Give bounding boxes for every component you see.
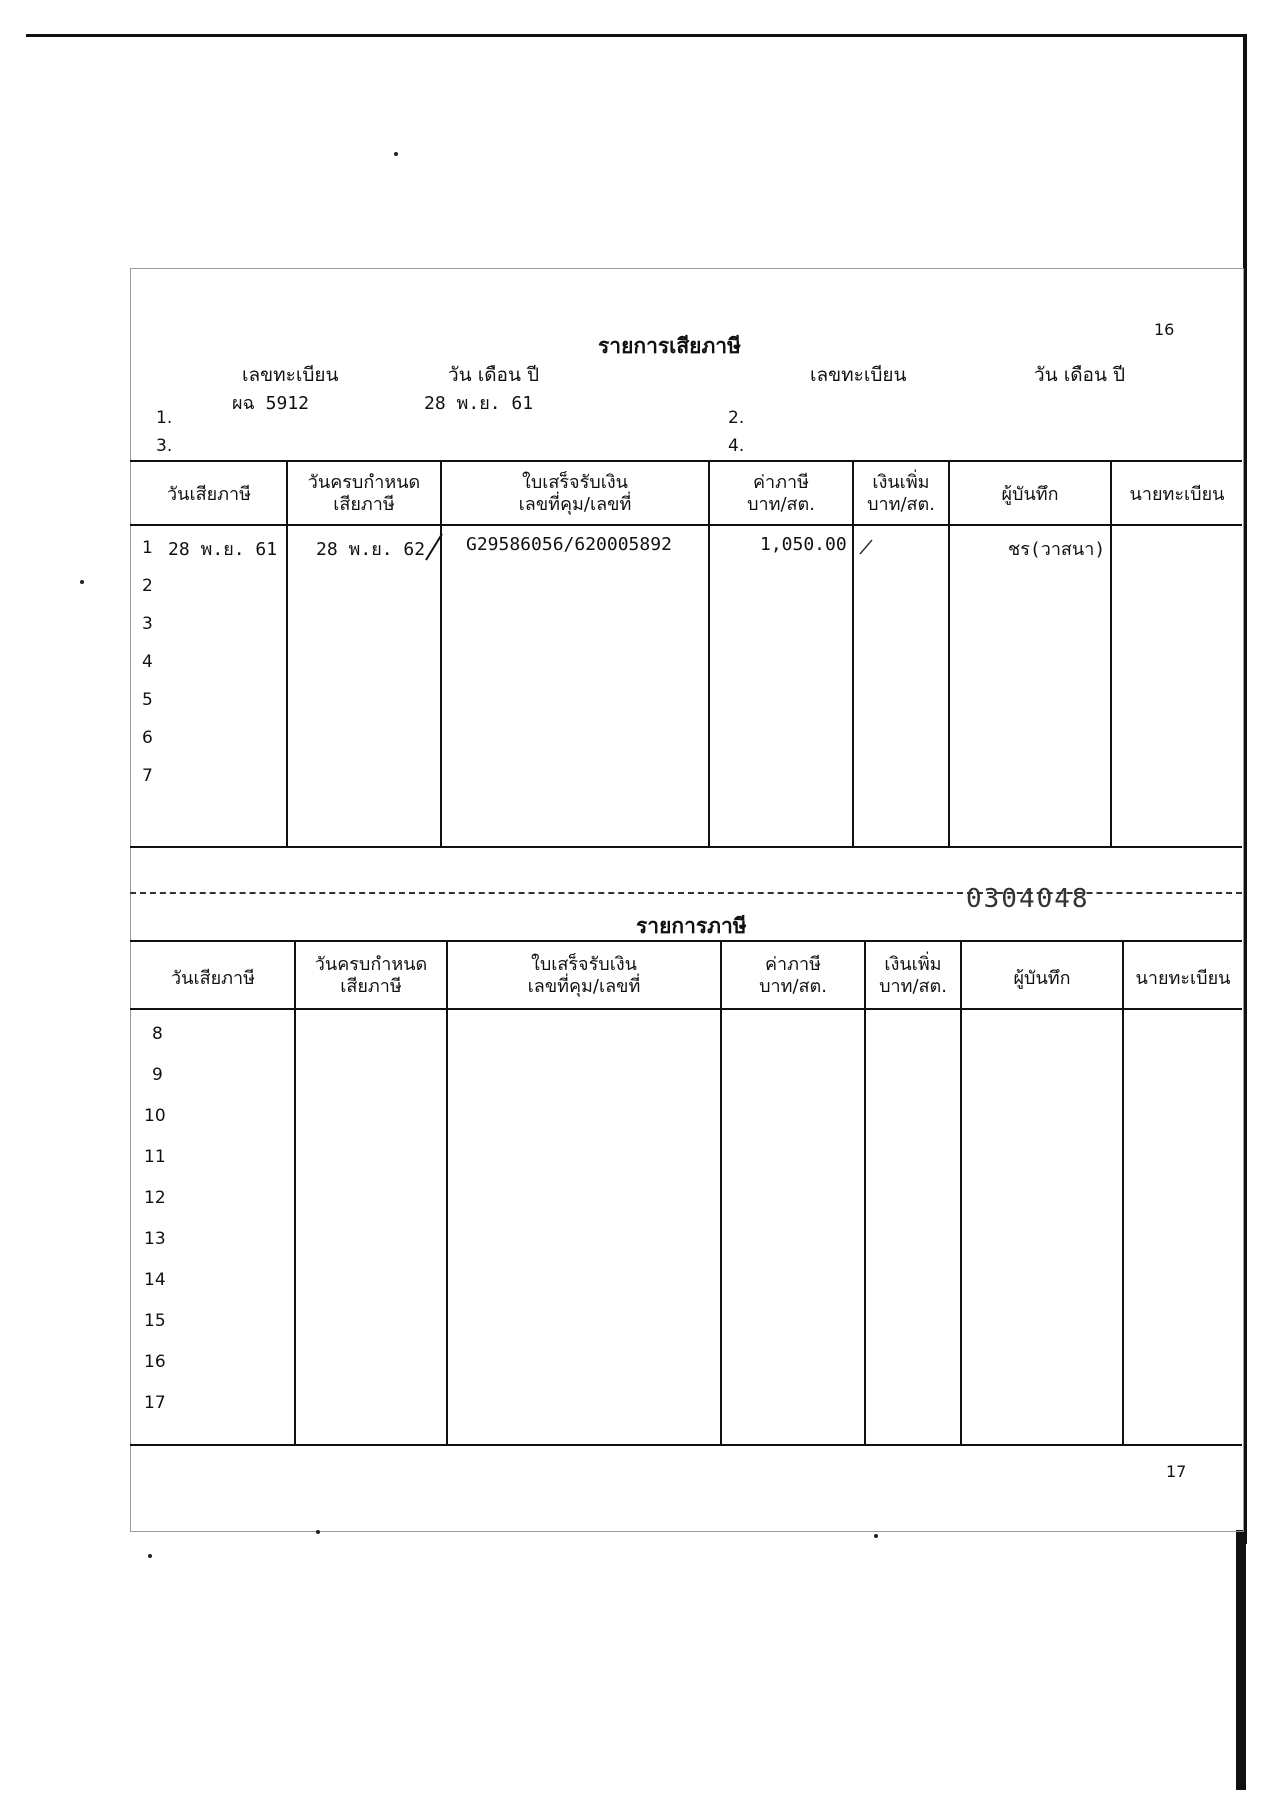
header-text: เงินเพิ่ม บาท/สต. <box>867 472 935 515</box>
table1-header-tax <box>710 472 852 516</box>
table2-header-paid-date <box>132 968 294 990</box>
table1-header-due-date <box>288 472 440 516</box>
table1-header-registrar <box>1112 484 1242 506</box>
row-number: 3 <box>142 614 153 634</box>
row-number: 2 <box>142 576 153 596</box>
row-number: 14 <box>144 1270 166 1290</box>
scan-speck <box>80 580 84 584</box>
scan-frame-top <box>26 34 1246 37</box>
row-number: 7 <box>142 766 153 786</box>
table2-header-due-date <box>296 954 446 998</box>
right-reg-label: เลขทะเบียน <box>810 364 907 386</box>
table2-header-registrar <box>1124 968 1242 990</box>
reg-slot-4: 4. <box>728 436 745 456</box>
table1-header-paid-date <box>132 484 286 506</box>
table1-bottom-border <box>130 846 1242 848</box>
row-number: 1 <box>142 538 153 558</box>
table2-col-divider <box>294 940 296 1446</box>
header-text: ผู้บันทึก <box>1001 484 1059 505</box>
table2-header-receipt <box>448 954 720 998</box>
table2-header-surcharge <box>866 954 960 998</box>
row-number: 15 <box>144 1311 166 1331</box>
table2-header-tax <box>722 954 864 998</box>
table1-col-divider <box>286 460 288 848</box>
row-number: 9 <box>152 1065 163 1085</box>
section2-title: รายการภาษี <box>636 914 747 938</box>
table1-header-receipt <box>442 472 708 516</box>
plate-number: ผฉ 5912 <box>232 393 309 414</box>
plate-date: 28 พ.ย. 61 <box>424 393 534 414</box>
row-number: 5 <box>142 690 153 710</box>
table2-header-border <box>130 1008 1242 1010</box>
entry-recorder: ชร(วาสนา) <box>1008 539 1106 560</box>
header-text: ใบเสร็จรับเงิน เลขที่คุม/เลขที่ <box>518 472 632 515</box>
entry-receipt: G29586056/620005892 <box>466 534 672 555</box>
table2-top-border <box>130 940 1242 942</box>
table2-bottom-border <box>130 1444 1242 1446</box>
header-text: เงินเพิ่ม บาท/สต. <box>879 954 947 997</box>
row-number: 6 <box>142 728 153 748</box>
scan-speck <box>148 1554 152 1558</box>
table2-col-divider <box>446 940 448 1446</box>
entry-paid-date: 28 พ.ย. 61 <box>168 539 278 560</box>
row-number: 12 <box>144 1188 166 1208</box>
reg-slot-3: 3. <box>156 436 173 456</box>
table1-header-border <box>130 524 1242 526</box>
right-date-label: วัน เดือน ปี <box>1034 364 1126 386</box>
reg-slot-2: 2. <box>728 408 745 428</box>
scan-speck <box>874 1534 878 1538</box>
scan-speck <box>316 1530 320 1534</box>
page-number-bottom: 17 <box>1166 1462 1187 1481</box>
table2-col-divider <box>720 940 722 1446</box>
table1-col-divider <box>708 460 710 848</box>
check-mark <box>858 536 876 558</box>
section1-title: รายการเสียภาษี <box>598 334 741 358</box>
header-text: ค่าภาษี บาท/สต. <box>747 472 815 515</box>
check-mark <box>424 532 446 562</box>
table2-col-divider <box>864 940 866 1446</box>
header-text: นายทะเบียน <box>1135 968 1231 989</box>
header-text: วันครบกำหนด เสียภาษี <box>314 954 428 997</box>
left-date-label: วัน เดือน ปี <box>448 364 540 386</box>
header-text: ผู้บันทึก <box>1013 968 1071 989</box>
row-number: 4 <box>142 652 153 672</box>
header-text: นายทะเบียน <box>1129 484 1225 505</box>
row-number: 17 <box>144 1393 166 1413</box>
stamp-number: 0304048 <box>966 884 1090 914</box>
scan-frame-right-lower <box>1236 1530 1246 1790</box>
header-text: วันเสียภาษี <box>167 484 251 505</box>
reg-slot-1: 1. <box>156 408 173 428</box>
row-number: 8 <box>152 1024 163 1044</box>
table1-col-divider <box>852 460 854 848</box>
entry-due-date: 28 พ.ย. 62 <box>316 539 426 560</box>
row-number: 16 <box>144 1352 166 1372</box>
table1-col-divider <box>948 460 950 848</box>
table1-header-surcharge <box>854 472 948 516</box>
scan-speck <box>394 152 398 156</box>
header-text: วันเสียภาษี <box>171 968 255 989</box>
row-number: 11 <box>144 1147 166 1167</box>
entry-tax: 1,050.00 <box>760 534 847 555</box>
page-number-top: 16 <box>1154 320 1175 339</box>
header-text: ค่าภาษี บาท/สต. <box>759 954 827 997</box>
row-number: 10 <box>144 1106 166 1126</box>
table2-col-divider <box>960 940 962 1446</box>
left-reg-label: เลขทะเบียน <box>242 364 339 386</box>
header-text: วันครบกำหนด เสียภาษี <box>307 472 421 515</box>
table2-col-divider <box>1122 940 1124 1446</box>
header-text: ใบเสร็จรับเงิน เลขที่คุม/เลขที่ <box>527 954 641 997</box>
table1-col-divider <box>1110 460 1112 848</box>
table1-col-divider <box>440 460 442 848</box>
table2-header-recorder <box>962 968 1122 990</box>
row-number: 13 <box>144 1229 166 1249</box>
table1-header-recorder <box>950 484 1110 506</box>
table1-top-border <box>130 460 1242 462</box>
